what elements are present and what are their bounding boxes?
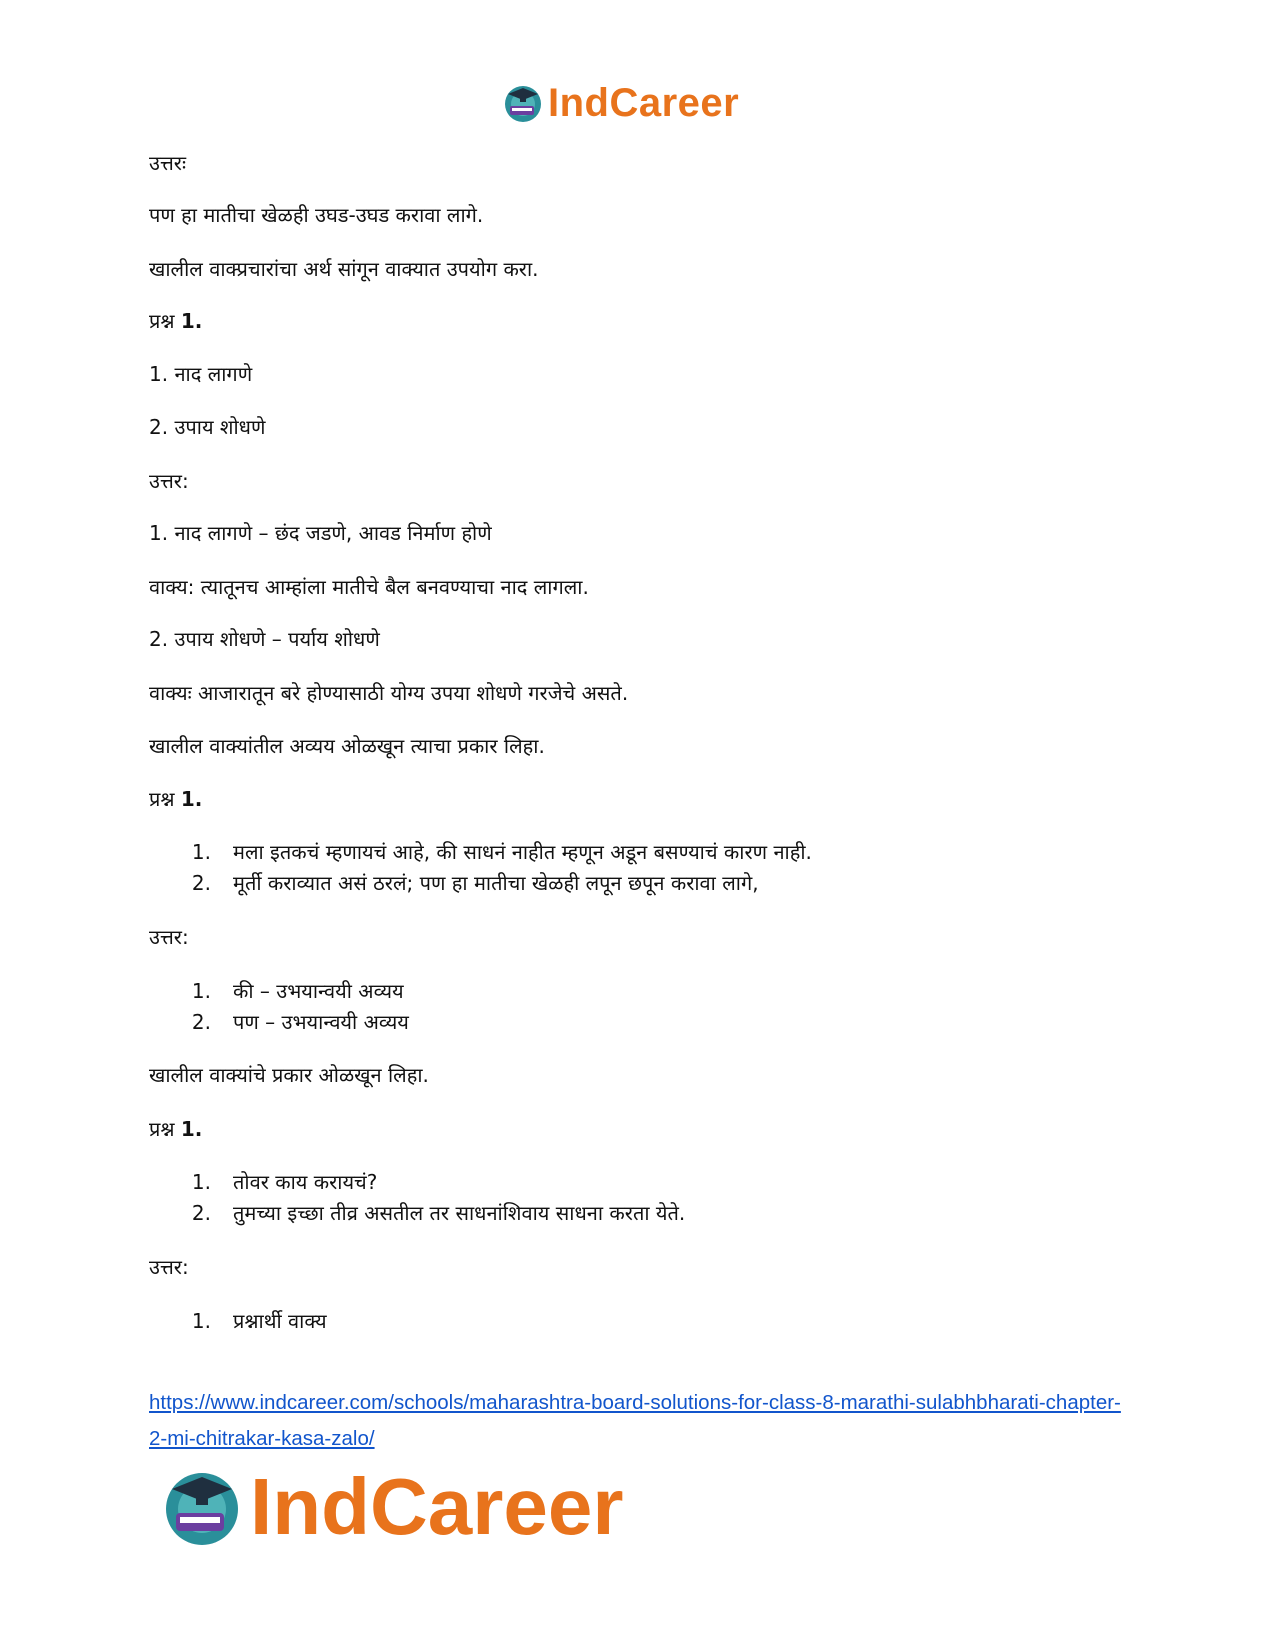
list-text: मला इतकचं म्हणायचं आहे, की साधनं नाहीत म्हणून अडून बसण्याचं कारण नाही. xyxy=(233,840,812,864)
question-number: 1. xyxy=(180,787,203,811)
list-number: 1. xyxy=(191,979,211,1003)
answer-label: उत्तर: xyxy=(149,925,189,949)
paragraph: 2. उपाय शोधणे xyxy=(149,415,266,439)
graduation-globe-icon xyxy=(502,82,544,124)
numbered-list xyxy=(149,1167,685,1229)
answer-label: उत्तर: xyxy=(149,1255,189,1279)
numbered-list xyxy=(149,1306,327,1337)
footer-logo xyxy=(160,1462,623,1552)
question-label xyxy=(149,784,202,814)
list-text: मूर्ती कराव्यात असं ठरलं; पण हा मातीचा खेळही लपून छपून करावा लागे, xyxy=(233,871,759,895)
list-item xyxy=(149,1167,685,1198)
instruction: खालील वाक्यांतील अव्यय ओळखून त्याचा प्रकार लिहा. xyxy=(149,734,545,758)
list-text: की – उभयान्वयी अव्यय xyxy=(233,979,404,1003)
paragraph: 1. नाद लागणे – छंद जडणे, आवड निर्माण होणे xyxy=(149,521,492,545)
list-text: तुमच्या इच्छा तीव्र असतील तर साधनांशिवाय साधना करता येते. xyxy=(233,1201,686,1225)
paragraph: पण हा मातीचा खेळही उघड-उघड करावा लागे. xyxy=(149,203,484,227)
instruction: खालील वाक्प्रचारांचा अर्थ सांगून वाक्यात उपयोग करा. xyxy=(149,257,539,281)
list-number: 2. xyxy=(191,1201,211,1225)
answer-label: उत्तर: xyxy=(149,469,189,493)
logo-text: IndCareer xyxy=(250,1462,624,1551)
list-item xyxy=(149,1007,409,1038)
question-word: प्रश्न xyxy=(149,309,175,333)
instruction: खालील वाक्यांचे प्रकार ओळखून लिहा. xyxy=(149,1063,429,1087)
paragraph: वाक्यः आजारातून बरे होण्यासाठी योग्य उपया शोधणे गरजेचे असते. xyxy=(149,681,629,705)
question-label xyxy=(149,306,202,336)
header-logo xyxy=(502,78,739,128)
numbered-list xyxy=(149,976,409,1038)
list-item xyxy=(149,1198,685,1229)
question-number: 1. xyxy=(180,309,203,333)
question-word: प्रश्न xyxy=(149,787,175,811)
list-item xyxy=(149,1306,327,1337)
source-link[interactable]: https://www.indcareer.com/schools/maharashtra-board-solutions-for-class-8-marathi-sulabhbharati-chapter-2-mi-chitrakar-kasa-zalo/ xyxy=(149,1391,1121,1450)
numbered-list xyxy=(149,837,812,899)
list-item xyxy=(149,868,812,899)
list-number: 1. xyxy=(191,840,211,864)
list-text: पण – उभयान्वयी अव्यय xyxy=(233,1010,409,1034)
graduation-globe-icon xyxy=(160,1465,244,1549)
question-label xyxy=(149,1114,202,1144)
list-number: 2. xyxy=(191,871,211,895)
question-word: प्रश्न xyxy=(149,1117,175,1141)
answer-label: उत्तरः xyxy=(149,151,186,175)
question-number: 1. xyxy=(180,1117,203,1141)
list-text: तोवर काय करायचं? xyxy=(233,1170,378,1194)
logo-text: IndCareer xyxy=(548,81,740,125)
list-text: प्रश्नार्थी वाक्य xyxy=(233,1309,327,1333)
paragraph: 2. उपाय शोधणे – पर्याय शोधणे xyxy=(149,627,380,651)
paragraph: 1. नाद लागणे xyxy=(149,362,253,386)
list-number: 1. xyxy=(191,1309,211,1333)
paragraph: वाक्य: त्यातूनच आम्हांला मातीचे बैल बनवण्याचा नाद लागला. xyxy=(149,575,589,599)
list-number: 2. xyxy=(191,1010,211,1034)
list-item xyxy=(149,976,409,1007)
list-number: 1. xyxy=(191,1170,211,1194)
list-item xyxy=(149,837,812,868)
